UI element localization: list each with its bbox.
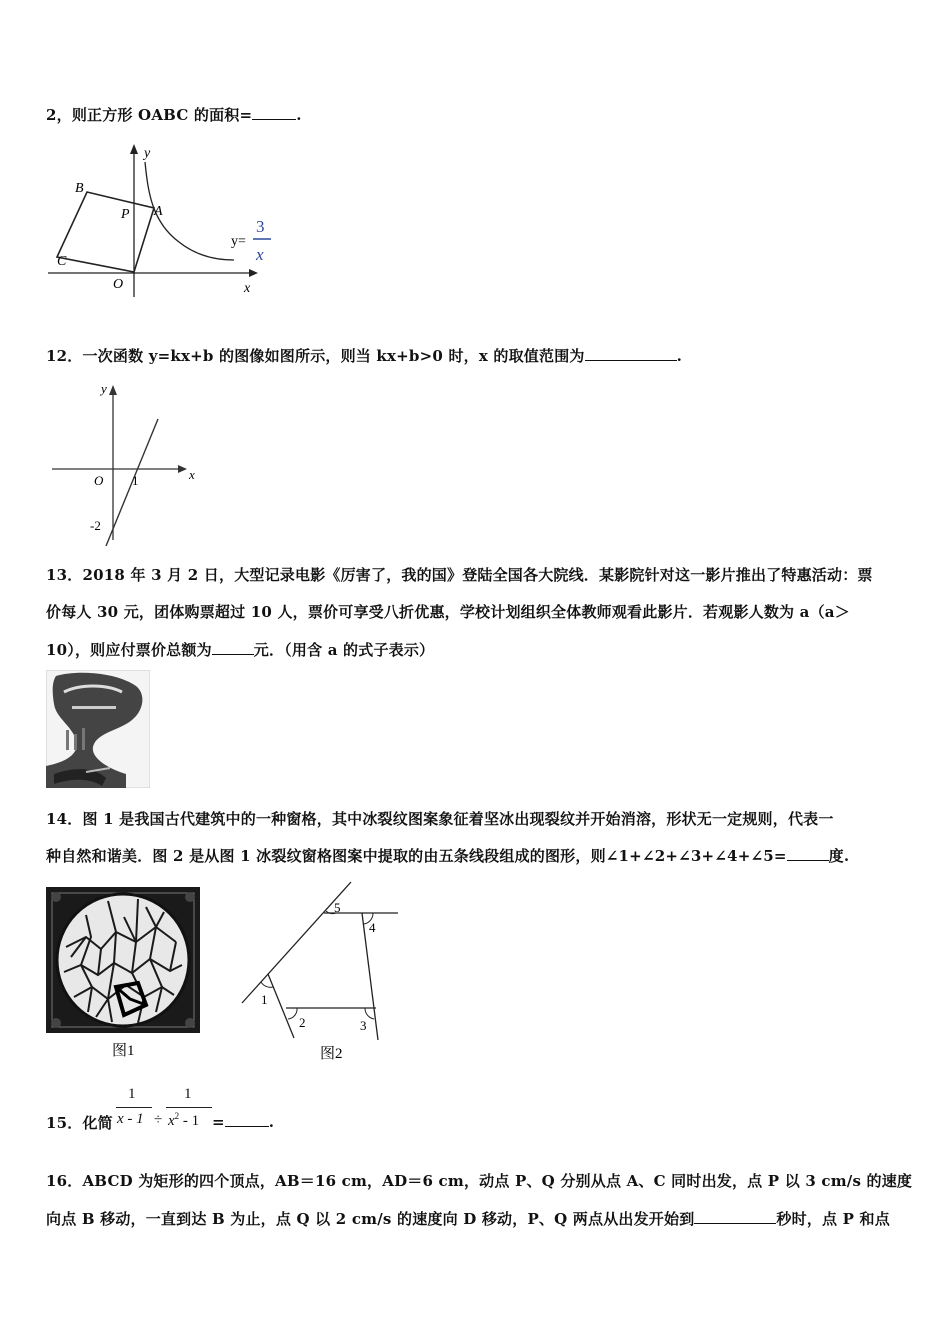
y-arrow-icon [130, 144, 138, 154]
q11-suffix: . [296, 106, 302, 124]
q15-suffix [212, 1112, 274, 1131]
label-x: x [189, 467, 195, 482]
divide-sign: ÷ [154, 1112, 163, 1128]
q12-text [46, 345, 682, 366]
q15-period: . [268, 1113, 275, 1131]
label-neg2: -2 [90, 518, 101, 533]
q16-line2-prefix: 向点 B 移动，一直到达 B 为止，点 Q 以 2 cm/s 的速度向 D 移动，P、Q 两点从出发开始到 [46, 1210, 695, 1228]
square-oabc [57, 192, 154, 272]
angle-label-5: 5 [334, 900, 341, 915]
frac2-numerator: 1 [184, 1086, 192, 1102]
eq-numerator: 3 [256, 217, 265, 236]
angle-label-2: 2 [299, 1015, 306, 1030]
x-arrow-icon [178, 465, 187, 473]
q12-figure [46, 378, 211, 546]
q14-figure1 [46, 887, 201, 1062]
frac1-denominator: x - 1 [117, 1111, 144, 1127]
angle-2-arc [288, 1008, 297, 1019]
answer-blank[interactable] [252, 105, 296, 120]
label-O: O [113, 277, 124, 292]
segment-left [268, 974, 294, 1038]
y-arrow-icon [109, 385, 117, 395]
label-y: y [144, 146, 151, 161]
q12-suffix: . [676, 347, 683, 365]
label-x: x [244, 281, 251, 296]
movie-poster-image [46, 670, 150, 788]
label-O: O [94, 473, 104, 488]
q12-question: 12．一次函数 y=kx+b 的图像如图所示，则当 kx+b>0 时，x 的取值范围为 [46, 347, 585, 365]
q13-line2: 价每人 30 元，团体购票超过 10 人，票价可享受八折优惠，学校计划组织全体教师观看此影片．若观影人数为 a（a＞ [46, 603, 850, 621]
figure2-caption: 图2 [320, 1046, 343, 1062]
q13-line1: 13．2018 年 3 月 2 日，大型记录电影《厉害了，我的国》登陆全国各大院线．某影院针对这一影片推出了特惠活动：票 [46, 566, 873, 584]
q16-line2 [46, 1208, 890, 1229]
q15-equals: = [212, 1113, 225, 1131]
q11-prefix: 2，则正方形 OABC 的面积= [46, 106, 253, 124]
q13-line3-prefix: 10），则应付票价总额为 [46, 641, 212, 659]
q15-prefix: 15．化简 [46, 1114, 113, 1132]
frac2-bar [166, 1107, 212, 1108]
q13-line3-suffix: 元．（用含 a 的式子表示） [253, 641, 435, 659]
q14-line2-prefix: 种自然和谐美．图 2 是从图 1 冰裂纹窗格图案中提取的由五条线段组成的图形，则∠1+∠2+∠3+∠4+∠5= [46, 847, 787, 865]
answer-blank[interactable] [212, 640, 254, 655]
label-P: P [121, 207, 130, 222]
angle-label-4: 4 [369, 920, 376, 935]
angle-label-3: 3 [360, 1018, 367, 1033]
frac2-den-exponent: 2 [174, 1111, 180, 1121]
label-1: 1 [132, 473, 139, 488]
label-A: A [154, 204, 163, 219]
label-C: C [57, 254, 67, 269]
answer-blank[interactable] [694, 1209, 776, 1224]
x-arrow-icon [249, 269, 258, 277]
q11-figure [44, 142, 284, 297]
frac2-den-base: x [168, 1113, 175, 1129]
answer-blank[interactable] [585, 346, 677, 361]
angle-label-1: 1 [261, 992, 268, 1007]
label-B: B [75, 181, 84, 196]
q16-line2-suffix: 秒时，点 P 和点 [776, 1210, 890, 1228]
q14-line2 [46, 845, 849, 866]
q14-line1: 14．图 1 是我国古代建筑中的一种窗格，其中冰裂纹图案象征着坚冰出现裂纹并开始消溶，形状无一定规则，代表一 [46, 810, 834, 828]
q13-line3 [46, 639, 434, 660]
eq-denominator: x [256, 245, 264, 264]
q16-line1: 16．ABCD 为矩形的四个顶点，AB＝16 cm，AD＝6 cm，动点 P、Q 分别从点 A、C 同时出发，点 P 以 3 cm/s 的速度 [46, 1172, 913, 1190]
frac1-numerator: 1 [128, 1086, 136, 1102]
figure1-caption: 图1 [112, 1043, 135, 1059]
answer-blank[interactable] [787, 846, 829, 861]
frac2-denominator [168, 1111, 199, 1130]
q11-text [46, 104, 302, 125]
answer-blank[interactable] [225, 1112, 269, 1127]
label-y: y [101, 381, 107, 396]
q14-figure2 [236, 878, 406, 1063]
frac1-bar [116, 1107, 152, 1108]
eq-lhs: y= [231, 234, 246, 249]
q14-line2-suffix: 度. [828, 847, 850, 865]
frac2-den-rest: - 1 [179, 1113, 200, 1129]
